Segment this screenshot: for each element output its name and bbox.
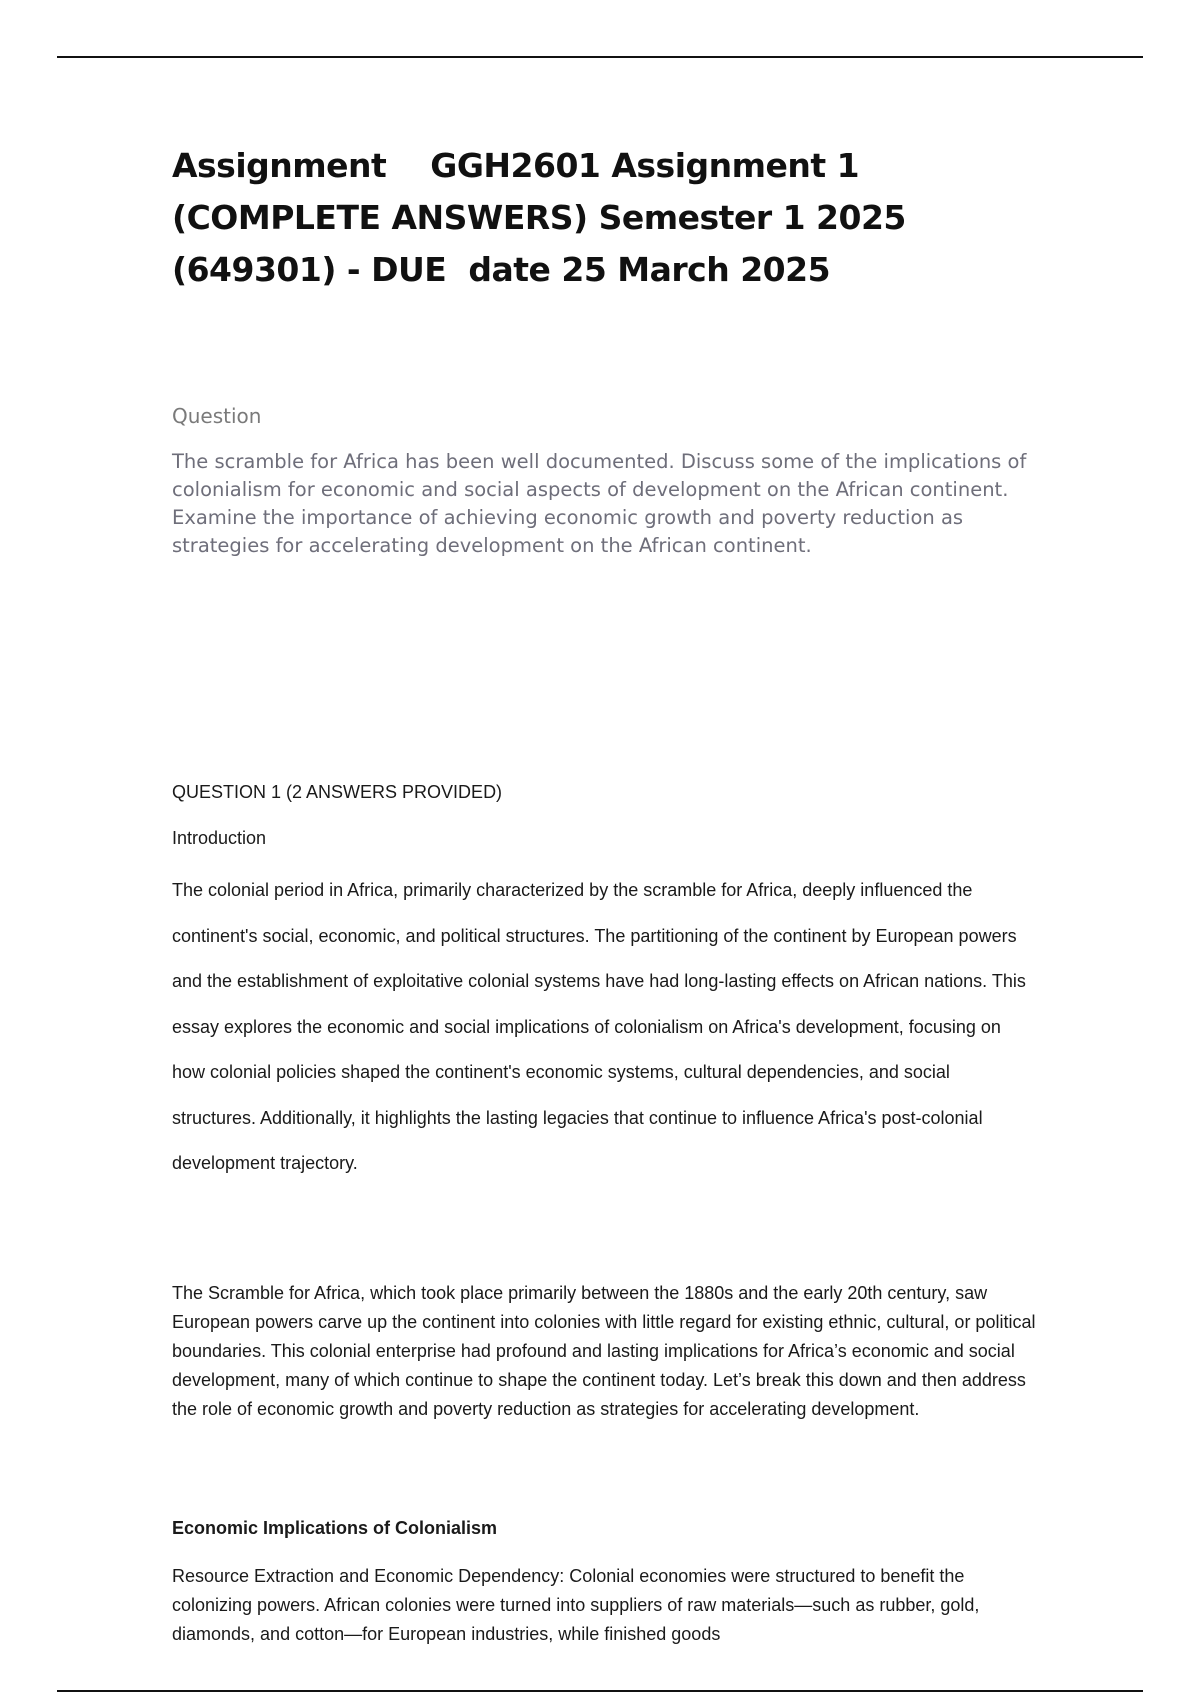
question-label: Question	[172, 404, 262, 428]
intro-paragraph: The colonial period in Africa, primarily characterized by the scramble for Africa, deeply influenced the continent's social, economic, and political structures. The partitioning of the continent by European powers and the establishment of exploitative colonial systems have had long-lasting effects on African nations. This essay explores the economic and social implications of colonialism on Africa's development, focusing on how colonial policies shaped the continent's economic systems, cultural dependencies, and social structures. Additionally, it highlights the lasting legacies that continue to influence Africa's post-colonial development trajectory.	[172, 880, 1026, 1173]
document-title: Assignment GGH2601 Assignment 1 (COMPLETE ANSWERS) Semester 1 2025 (649301) - DUE date 25 March 2025	[172, 146, 917, 289]
intro-heading: Introduction	[172, 828, 267, 848]
economic-implications-heading: Economic Implications of Colonialism	[172, 1518, 498, 1538]
question-text: The scramble for Africa has been well documented. Discuss some of the implications of colonialism for economic and social aspects of development on the African continent. Examine the importance of achieving economic growth and poverty reduction as strategies for accelerating development on the African continent.	[172, 450, 1027, 557]
scramble-paragraph: The Scramble for Africa, which took place primarily between the 1880s and the early 20th century, saw European powers carve up the continent into colonies with little regard for existing ethnic, cultural, or political boundaries. This colonial enterprise had profound and lasting implications for Africa’s economic and social development, many of which continue to shape the continent today. Let’s break this down and then address the role of economic growth and poverty reduction as strategies for accelerating development.	[172, 1283, 1036, 1419]
question1-heading: QUESTION 1 (2 ANSWERS PROVIDED)	[172, 782, 503, 802]
top-rule	[57, 56, 1143, 58]
economic-paragraph: Resource Extraction and Economic Dependency: Colonial economies were structured to benefit the colonizing powers. African colonies were turned into suppliers of raw materials—such as rubber, gold, diamonds, and cotton—for European industries, while finished goods	[172, 1566, 980, 1644]
bottom-rule	[57, 1690, 1143, 1692]
